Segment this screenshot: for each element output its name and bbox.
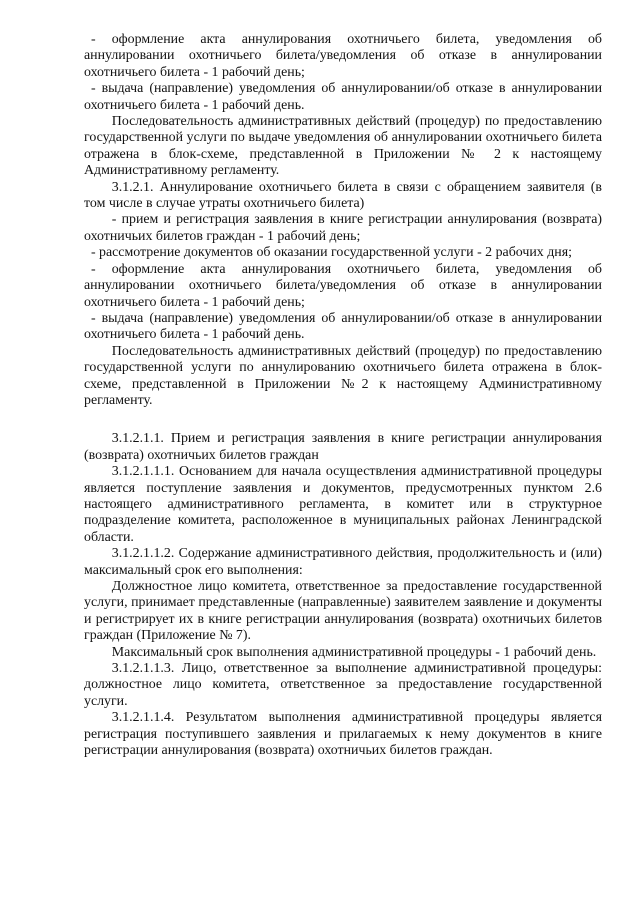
- paragraph-3-1-2-1-1-1: 3.1.2.1.1.1. Основанием для начала осуществления административной процедуры является поступление заявления и документов, предусмотренных пунктом 2.6 настоящего административного регламента, в комитет или в структурное подразделение комитета, расположенное в муниципальных районах Ленинградской области.: [84, 464, 602, 545]
- paragraph-official-duties: Должностное лицо комитета, ответственное за предоставление государственной услуги, принимает представленные (направленные) заявителем заявление и документы и регистрирует их в книге регистрации аннулирования (возврата) охотничьих билетов граждан (Приложение № 7).: [84, 579, 602, 644]
- bullet-application-registration: - прием и регистрация заявления в книге регистрации аннулирования (возврата) охотничьих билетов граждан - 1 рабочий день;: [84, 212, 602, 244]
- section-heading-3-1-2-1: 3.1.2.1. Аннулирование охотничьего билета в связи с обращением заявителя (в том числе в случае утраты охотничьего билета): [84, 179, 602, 212]
- bullet-notification-issue: - выдача (направление) уведомления об аннулировании/об отказе в аннулировании охотничьего билета - 1 рабочий день.: [84, 81, 602, 113]
- paragraph-3-1-2-1-1-3: 3.1.2.1.1.3. Лицо, ответственное за выполнение административной процедуры: должностное лицо комитета, ответственное за предоставление государственной услуги.: [84, 661, 602, 709]
- paragraph-3-1-2-1-1-4: 3.1.2.1.1.4. Результатом выполнения административной процедуры является регистрация поступившего заявления и прилагаемых к нему документов в книге регистрации аннулирования (возврата) охотничьих билетов граждан.: [84, 710, 602, 759]
- paragraph-sequence-notification: Последовательность административных действий (процедур) по предоставлению государственной услуги по выдаче уведомления об аннулировании охотничьего билета отражена в блок-схеме, представленной в Приложении № 2 к настоящему Административному регламенту.: [84, 114, 602, 179]
- bullet-document-review: - рассмотрение документов об оказании государственной услуги - 2 рабочих дня;: [90, 245, 572, 261]
- bullet-notification-issue-2: - выдача (направление) уведомления об аннулировании/об отказе в аннулировании охотничьего билета - 1 рабочий день.: [84, 310, 602, 343]
- section-heading-3-1-2-1-1: 3.1.2.1.1. Прием и регистрация заявления в книге регистрации аннулирования (возврата) охотничьих билетов граждан: [84, 431, 602, 463]
- bullet-annulment-act: - оформление акта аннулирования охотничьего билета, уведомления об аннулировании охотничьего билета/уведомления об отказе в аннулировании охотничьего билета - 1 рабочий день;: [84, 32, 602, 80]
- paragraph-max-duration: Максимальный срок выполнения административной процедуры - 1 рабочий день.: [111, 644, 597, 660]
- paragraph-gap: [84, 409, 602, 431]
- bullet-annulment-act-2: - оформление акта аннулирования охотничьего билета, уведомления об аннулировании охотничьего билета/уведомления об отказе в аннулировании охотничьего билета - 1 рабочий день;: [84, 261, 602, 310]
- paragraph-sequence-annulment: Последовательность административных действий (процедур) по предоставлению государственной услуги по аннулированию охотничьего билета отражена в блок-схеме, представленной в Приложении №2 к настоящему Административному регламенту.: [84, 343, 602, 408]
- paragraph-3-1-2-1-1-2: 3.1.2.1.1.2. Содержание административного действия, продолжительность и (или) максимальный срок его выполнения:: [84, 546, 602, 578]
